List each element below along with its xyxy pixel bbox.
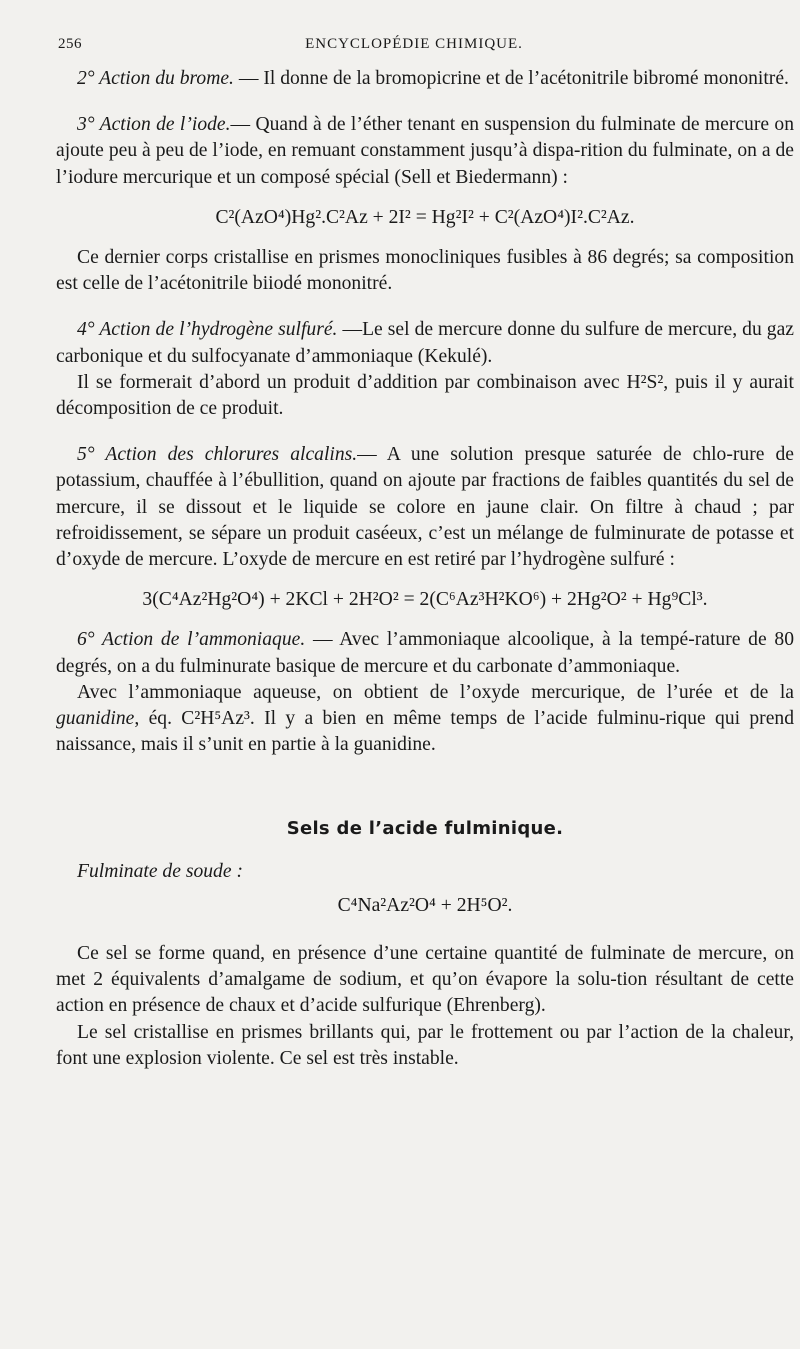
section-lead: 5° Action des chlorures alcalins.	[77, 444, 358, 466]
paragraph-text: Le sel de mercure donne du sulfure de mercure, du gaz carbonique et du sulfocyanate d’ammoniaque (Kekulé).	[56, 319, 794, 367]
section-lead: 4° Action de l’hydrogène sulfuré.	[77, 319, 338, 341]
paragraph-fulminate-1: Ce sel se forme quand, en présence d’une certaine quantité de fulminate de mercure, on met 2 équivalents d’amalgame de sodium, et qu’on évapore la solu-tion résultant de cette action en présence de chaux et d’acide sulfurique (Ehrenberg).	[56, 943, 794, 1017]
dash: —	[337, 319, 363, 341]
subheading-fulminate-soude: Fulminate de soude :	[77, 860, 243, 882]
page-number: 256	[58, 36, 82, 52]
dash: —	[357, 444, 387, 466]
text-run: , éq. C²H⁵Az³. Il y a bien en même temps de l’acide fulminu-rique qui prend naissance, mais il s’unit en partie à la guanidine.	[56, 708, 794, 756]
paragraph-text: Avec l’ammoniaque alcoolique, à la tempé-rature de 80 degrés, on a du fulminurate basique de mercure et du carbonate d’ammoniaque.	[56, 629, 794, 677]
dash: —	[305, 629, 340, 651]
equation-iode: C²(AzO⁴)Hg².C²Az + 2I² = Hg²I² + C²(AzO⁴)I².C²Az.	[215, 206, 635, 228]
dash: —	[233, 68, 264, 89]
formula-fulminate-soude: C⁴Na²Az²O⁴ + 2H⁵O².	[337, 894, 513, 916]
dash: —	[230, 114, 256, 136]
section-lead: 6° Action de l’ammoniaque.	[77, 629, 306, 651]
paragraph-action-chlorures	[56, 442, 794, 573]
section-lead: 2° Action du brome.	[77, 68, 234, 89]
paragraph-action-iode	[56, 112, 794, 191]
paragraph-action-brome	[56, 66, 794, 92]
paragraph-fulminate-2: Le sel cristallise en prismes brillants qui, par le frottement ou par l’action de la chaleur, font une explosion violente. Ce sel est très instable.	[56, 1021, 794, 1069]
paragraph-text: Il donne de la bromopicrine et de l’acétonitrile bibromé mononitré.	[263, 68, 789, 89]
section-heading: Sels de l’acide fulminique.	[286, 818, 564, 840]
paragraph-action-hydrogene	[56, 317, 794, 369]
paragraph-hydrogene-after: Il se formerait d’abord un produit d’addition par combinaison avec H²S², puis il y aurait décomposition de ce produit.	[56, 371, 794, 420]
section-lead: 3° Action de l’iode.	[77, 114, 231, 136]
paragraph-text: A une solution presque saturée de chlo-rure de potassium, chauffée à l’ébullition, quand on ajoute par fractions de faibles quantités du sel de mercure, il se dissout et le liquide se colore en jaune clair. On filtre à chaud ; par refroidissement, se sépare un produit caséeux, c’est un mélange de fulminurate de potasse et d’oxyde de mercure. L’oxyde de mercure en est retiré par l’hydrogène sulfuré :	[56, 444, 794, 571]
paragraph-ammoniaque-after	[56, 680, 794, 759]
text-run: Avec l’ammoniaque aqueuse, on obtient de l’oxyde mercurique, de l’urée et de la	[77, 681, 794, 703]
paragraph-text: Quand à de l’éther tenant en suspension du fulminate de mercure on ajoute peu à peu de l’iode, en remuant constamment jusqu’à dispa-rition du fulminate, on a de l’iodure mercurique et un composé spécial (Sell et Biedermann) :	[56, 114, 795, 188]
paragraph-iode-result: Ce dernier corps cristallise en prismes monocliniques fusibles à 86 degrés; sa composition est celle de l’acétonitrile biiodé mononitré.	[56, 247, 794, 295]
paragraph-action-ammoniaque	[56, 627, 794, 679]
running-title: ENCYCLOPÉDIE CHIMIQUE.	[305, 36, 523, 52]
body-text	[56, 66, 794, 1072]
guanidine-term: guanidine	[56, 708, 135, 730]
equation-chlorures: 3(C⁴Az²Hg²O⁴) + 2KCl + 2H²O² = 2(C⁶Az³H²KO⁶) + 2Hg²O² + Hg⁹Cl³.	[142, 589, 708, 611]
